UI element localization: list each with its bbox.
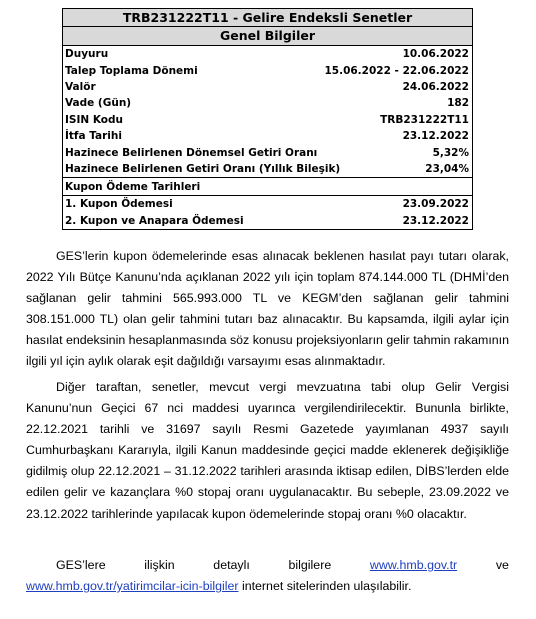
row-value-isin: TRB231222T11 bbox=[380, 113, 469, 126]
coupon-2-value: 23.12.2022 bbox=[402, 214, 469, 227]
coupon-section-header bbox=[63, 178, 472, 196]
row-label-talep: Talep Toplama Dönemi bbox=[65, 64, 198, 77]
row-label-vade: Vade (Gün) bbox=[65, 97, 132, 110]
row-label-itfa: İtfa Tarihi bbox=[65, 130, 122, 143]
paragraph-2-text: Diğer taraftan, senetler, mevcut vergi mevzuatına tabi olup Gelir Vergisi Kanunu’nun Geçici 67 nci maddesi uyarınca vergilendirilecektir. Bununla birlikte, 22.12.2021 tarihli ve 31697 sayılı Resmi Gazetede yayımlanan 4937 sayılı Cumhurbaşkanı Kararıyla, ilgili Kanun maddesinde geçici madde eklenerek değişikliğe gidilmiş olup 22.12.2021 – 31.12.2022 tarihleri arasında iktisap edilen, DİBS’lerden elde edilen gelir ve kazançlara %0 stopaj oranı uygulanacaktır. Bu sebeple, 23.09.2022 ve 23.12.2022 tarihlerinde yapılacak kupon ödemelerinde stopaj oranı %0 olacaktır. bbox=[26, 380, 509, 521]
row-value-donemsel: 5,32% bbox=[432, 146, 469, 159]
row-label-valor: Valör bbox=[65, 80, 96, 93]
row-value-talep: 15.06.2022 - 22.06.2022 bbox=[324, 64, 469, 77]
p3-ending: internet sitelerinden ulaşılabilir. bbox=[238, 579, 412, 593]
p3-word-3: detaylı bbox=[213, 558, 250, 572]
table-row bbox=[63, 196, 472, 212]
coupon-1-label: 1. Kupon Ödemesi bbox=[65, 198, 173, 211]
p3-word-5: ve bbox=[495, 558, 509, 572]
table-row bbox=[63, 95, 472, 111]
paragraph-3-line-2 bbox=[26, 576, 509, 597]
table-title: TRB231222T11 - Gelire Endeksli Senetler bbox=[63, 9, 472, 27]
row-label-duyuru: Duyuru bbox=[65, 48, 109, 61]
table-row bbox=[63, 161, 472, 178]
hmb-investor-link[interactable]: www.hmb.gov.tr/yatirimcilar-icin-bilgiler bbox=[26, 579, 239, 593]
row-value-valor: 24.06.2022 bbox=[402, 80, 469, 93]
row-value-yillik: 23,04% bbox=[425, 162, 469, 175]
row-label-yillik: Hazinece Belirlenen Getiri Oranı (Yıllık Bileşik) bbox=[65, 162, 341, 175]
paragraph-1-text: GES’lerin kupon ödemelerinde esas alınacak beklenen hasılat payı tutarı olarak, 2022 Yılı Bütçe Kanunu’nda açıklanan 2022 yılı için toplam 874.144.000 TL (DHMİ’den sağlanan gelir tahmini 565.993.000 TL ve KEGM’den sağlanan gelir tahmini 308.151.000 TL) olan gelir tahmini tutarı baz alınacaktır. Bu kapsamda, ilgili aylar için hasılat endeksinin hesaplanmasında söz konusu projeksiyonların gelir tahmin rakamının ilgili yıl için aylık olarak eşit dağıldığı varsayımı esas alınmaktadır. bbox=[26, 249, 509, 369]
info-table bbox=[62, 8, 473, 230]
paragraph-1 bbox=[26, 246, 509, 373]
coupon-header-label: Kupon Ödeme Tarihleri bbox=[65, 180, 201, 193]
p3-word-4: bilgilere bbox=[288, 558, 332, 572]
table-row bbox=[63, 128, 472, 144]
table-row bbox=[63, 79, 472, 95]
row-label-isin: ISIN Kodu bbox=[65, 113, 123, 126]
coupon-2-label: 2. Kupon ve Anapara Ödemesi bbox=[65, 214, 244, 227]
coupon-1-value: 23.09.2022 bbox=[402, 198, 469, 211]
p3-word-2: ilişkin bbox=[144, 558, 175, 572]
hmb-link[interactable]: www.hmb.gov.tr bbox=[369, 558, 458, 572]
table-row bbox=[63, 144, 472, 160]
table-row bbox=[63, 62, 472, 78]
table-row bbox=[63, 46, 472, 62]
row-label-donemsel: Hazinece Belirlenen Dönemsel Getiri Oranı bbox=[65, 146, 318, 159]
row-value-itfa: 23.12.2022 bbox=[402, 130, 469, 143]
paragraph-2 bbox=[26, 377, 509, 525]
paragraph-3-line-1 bbox=[26, 555, 509, 576]
table-row bbox=[63, 112, 472, 128]
row-value-vade: 182 bbox=[447, 97, 469, 110]
table-subtitle: Genel Bilgiler bbox=[63, 27, 472, 46]
row-value-duyuru: 10.06.2022 bbox=[402, 48, 469, 61]
p3-word-1: GES’lere bbox=[56, 558, 106, 572]
table-row bbox=[63, 213, 472, 229]
